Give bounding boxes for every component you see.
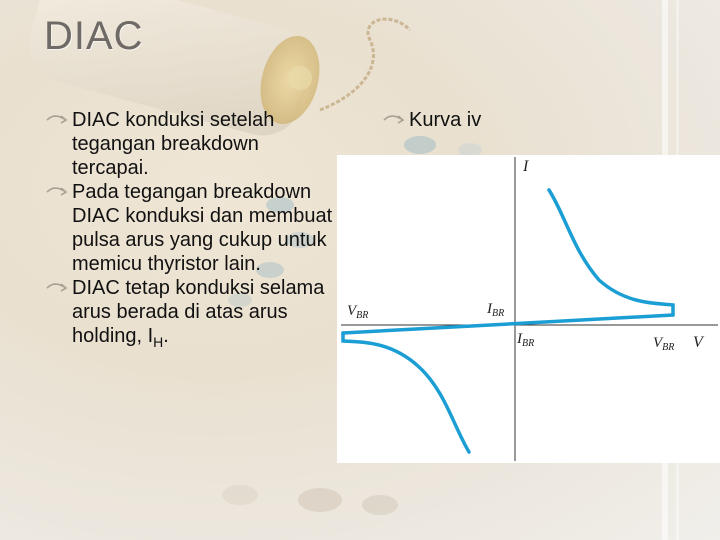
bullet-arrow-icon [383,113,405,127]
slide-title: DIAC [44,14,144,58]
vbr-left-label: $V_{BR}$ [347,303,369,321]
iv-curve-off-region [343,315,673,333]
bullet-arrow-icon [46,113,68,127]
bullet-arrow-icon [46,185,68,199]
bullet-item [46,108,336,180]
bullet-text: DIAC tetap konduksi selama arus berada di atas arus holding, I [72,277,325,347]
bullet-text: DIAC konduksi setelah tegangan breakdown tercapai. [72,109,275,179]
bullet-item [46,276,336,354]
bullet-arrow-icon [46,281,68,295]
bullet-list [46,108,336,354]
holding-subscript: H [153,334,164,350]
iv-curve-diagram [337,155,720,463]
ibr-bottom-label: $I_{BR}$ [517,331,535,349]
iv-curve-panel [337,155,720,463]
iv-curve-negative [343,333,469,452]
ibr-top-label: $I_{BR}$ [487,301,505,319]
y-axis-label: I [523,158,529,175]
vbr-right-label: $V_{BR}$ [653,335,675,353]
x-axis-label: V [693,334,703,351]
iv-curve-positive [549,190,673,315]
bullet-text: Kurva iv [409,109,482,131]
bullet-end: . [163,325,169,347]
bullet-item [46,180,336,276]
bullet-text: Pada tegangan breakdown DIAC konduksi dan membuat pulsa arus yang cukup untuk memicu thyristor lain. [72,181,333,275]
bullet-item-right [383,108,481,132]
